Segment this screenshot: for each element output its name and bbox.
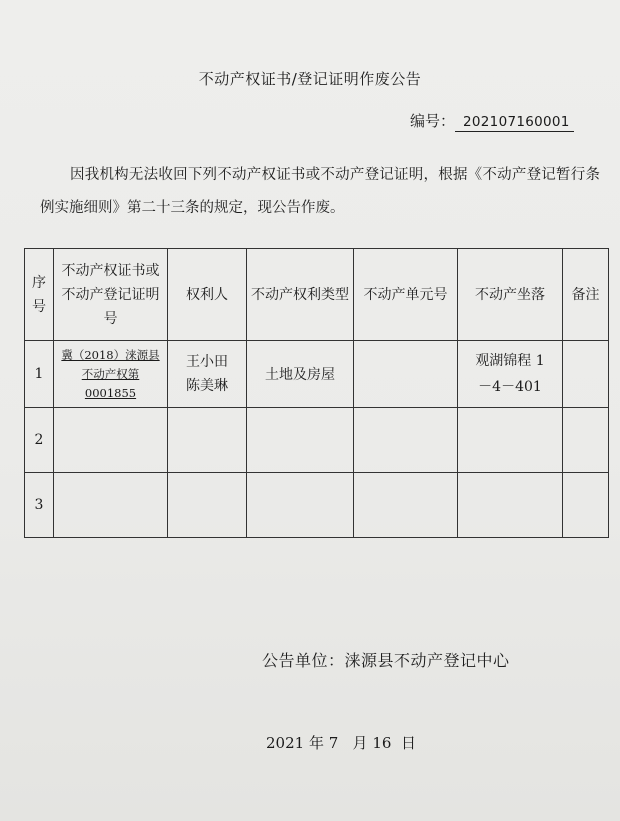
- certificate-number: [54, 473, 168, 538]
- right-type: [247, 473, 354, 538]
- serial-number: 202107160001: [455, 114, 574, 132]
- location-cell: [458, 341, 563, 408]
- right-type: 土地及房屋: [247, 341, 354, 408]
- header-location: 不动产坐落: [458, 249, 563, 341]
- remark: [563, 473, 609, 538]
- header-holder: 权利人: [168, 249, 247, 341]
- serial-label: 编号：: [410, 112, 456, 130]
- holder-name: 王小田: [186, 354, 228, 370]
- certificate-table: [24, 248, 609, 538]
- holder-cell: [168, 408, 247, 473]
- holder-cell: [168, 341, 247, 408]
- table-header-row: [25, 249, 609, 341]
- location-cell: [458, 408, 563, 473]
- row-index: 2: [25, 408, 54, 473]
- location-cell: [458, 473, 563, 538]
- right-type: [247, 408, 354, 473]
- table-row: [25, 341, 609, 408]
- location-line: 观湖锦程 1: [475, 353, 545, 369]
- issuing-unit: 公告单位：涞源县不动产登记中心: [262, 651, 510, 670]
- certificate-number: [54, 408, 168, 473]
- unit-number: [354, 341, 458, 408]
- notice-paragraph: 因我机构无法收回下列不动产权证书或不动产登记证明，根据《不动产登记暂行条例实施细则》第二十三条的规定，现公告作废。: [40, 167, 600, 216]
- header-certificate: 不动产权证书或不动产登记证明号: [54, 249, 168, 341]
- table-row: [25, 473, 609, 538]
- holder-cell: [168, 473, 247, 538]
- certificate-number: 冀（2018）涞源县不动产权第0001855: [54, 341, 168, 408]
- header-remark: 备注: [563, 249, 609, 341]
- table-row: [25, 408, 609, 473]
- header-right-type: 不动产权利类型: [247, 249, 354, 341]
- holder-name: 陈美琳: [186, 378, 228, 394]
- remark: [563, 341, 609, 408]
- row-index: 1: [25, 341, 54, 408]
- serial-number-line: [410, 110, 574, 132]
- location-line: －4－401: [478, 379, 542, 395]
- unit-number: [354, 408, 458, 473]
- header-unit-number: 不动产单元号: [354, 249, 458, 341]
- issue-date: 2021 年 7 月 16 日: [266, 734, 416, 752]
- header-index: 序号: [25, 249, 54, 341]
- document-title: 不动产权证书/登记证明作废公告: [198, 70, 422, 88]
- unit-number: [354, 473, 458, 538]
- row-index: 3: [25, 473, 54, 538]
- remark: [563, 408, 609, 473]
